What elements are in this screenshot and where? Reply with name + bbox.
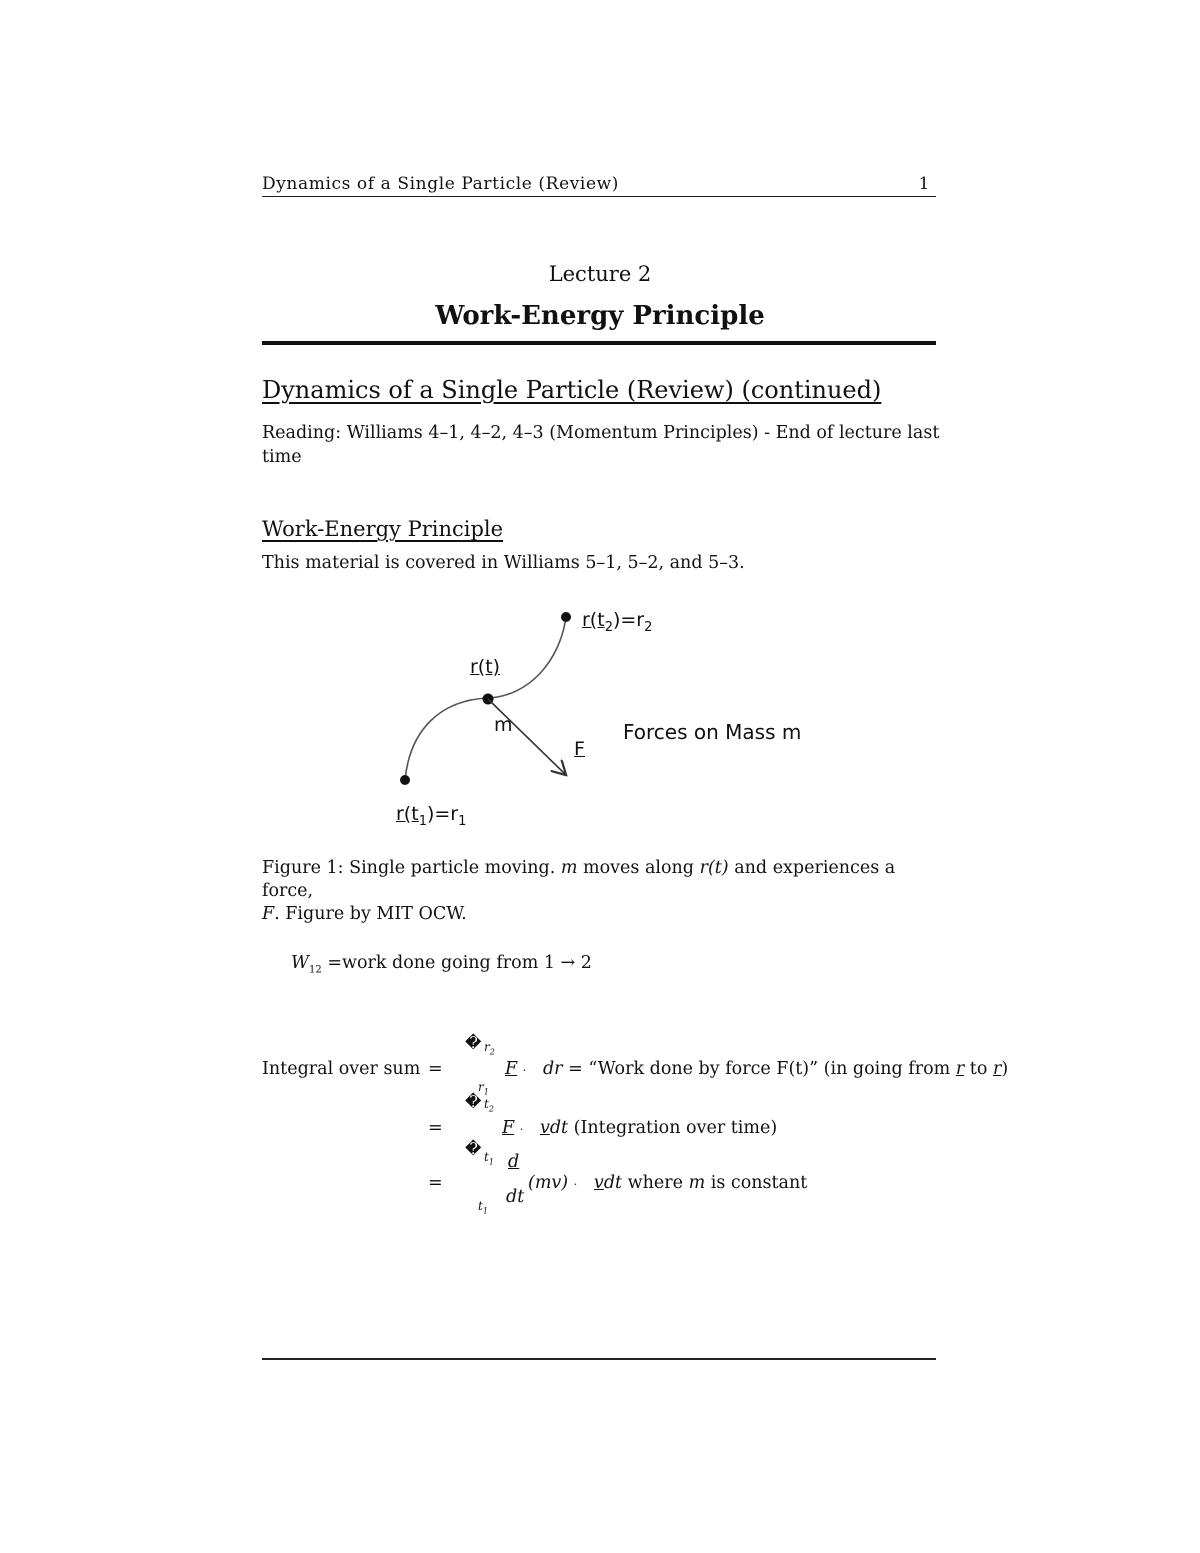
work-definition: $W_{12}$ =work done going from 1 → 2 <box>291 953 592 976</box>
label-F: F <box>574 738 585 760</box>
eq-line1-body: F · dr = “Work done by force F(t)” (in going from r to r) <box>505 1059 1009 1079</box>
eq-line2-body: F · vdt (Integration over time) <box>502 1118 778 1138</box>
eq-line2-equals: = <box>428 1118 443 1138</box>
figure-caption: Figure 1: Single particle moving. m moves along r(t) and experiences a force, F. Figure by MIT OCW. <box>262 858 896 924</box>
lecture-label: Lecture 2 <box>548 262 652 286</box>
coverage-note: This material is covered in Williams 5–1, 5–2, and 5–3. <box>262 553 745 573</box>
lim-r1: $r_1$ <box>478 1080 489 1097</box>
lim-t2: $t_2$ <box>484 1097 494 1114</box>
particle-figure <box>380 600 840 840</box>
eq-line3-body: (mv) · vdt where m is constant <box>528 1173 808 1193</box>
lecture-title: Work-Energy Principle <box>435 301 765 331</box>
title-rule <box>262 341 936 345</box>
eq-line3-dt: dt <box>506 1187 525 1207</box>
label-m: m <box>494 714 513 736</box>
eq-line1-label: Integral over sum <box>262 1059 421 1079</box>
force-arrow <box>488 699 565 774</box>
label-forces-on-mass: Forces on Mass m <box>623 720 802 744</box>
label-r-t1: $r(t_1)=r_1$ <box>396 803 467 829</box>
reading-note: Reading: Williams 4–1, 4–2, 4–3 (Momentum Principles) - End of lecture last time <box>262 423 940 467</box>
footer-rule <box>262 1358 936 1360</box>
integral-3-icon: � <box>465 1139 482 1158</box>
running-header <box>262 174 936 197</box>
running-header-title: Dynamics of a Single Particle (Review) <box>262 174 620 194</box>
point-r2 <box>561 612 571 622</box>
section-heading: Dynamics of a Single Particle (Review) (continued) <box>262 376 882 404</box>
lim-t1-upper: $t_1$ <box>484 1150 494 1167</box>
subsection-heading: Work-Energy Principle <box>262 517 504 541</box>
eq-line3-d: d <box>508 1152 520 1172</box>
integral-1-icon: � <box>465 1033 482 1052</box>
lim-r2: $r_2$ <box>484 1040 495 1057</box>
page-number: 1 <box>918 174 930 194</box>
point-r1 <box>400 775 410 785</box>
eq-line3-equals: = <box>428 1173 443 1193</box>
eq-line1-equals: = <box>428 1059 443 1079</box>
lim-t1-lower: $t_1$ <box>478 1199 488 1216</box>
label-r-t2: $r(t_2)=r_2$ <box>582 609 653 635</box>
integral-2-icon: � <box>465 1092 482 1111</box>
label-r-t: r(t) <box>470 656 501 678</box>
